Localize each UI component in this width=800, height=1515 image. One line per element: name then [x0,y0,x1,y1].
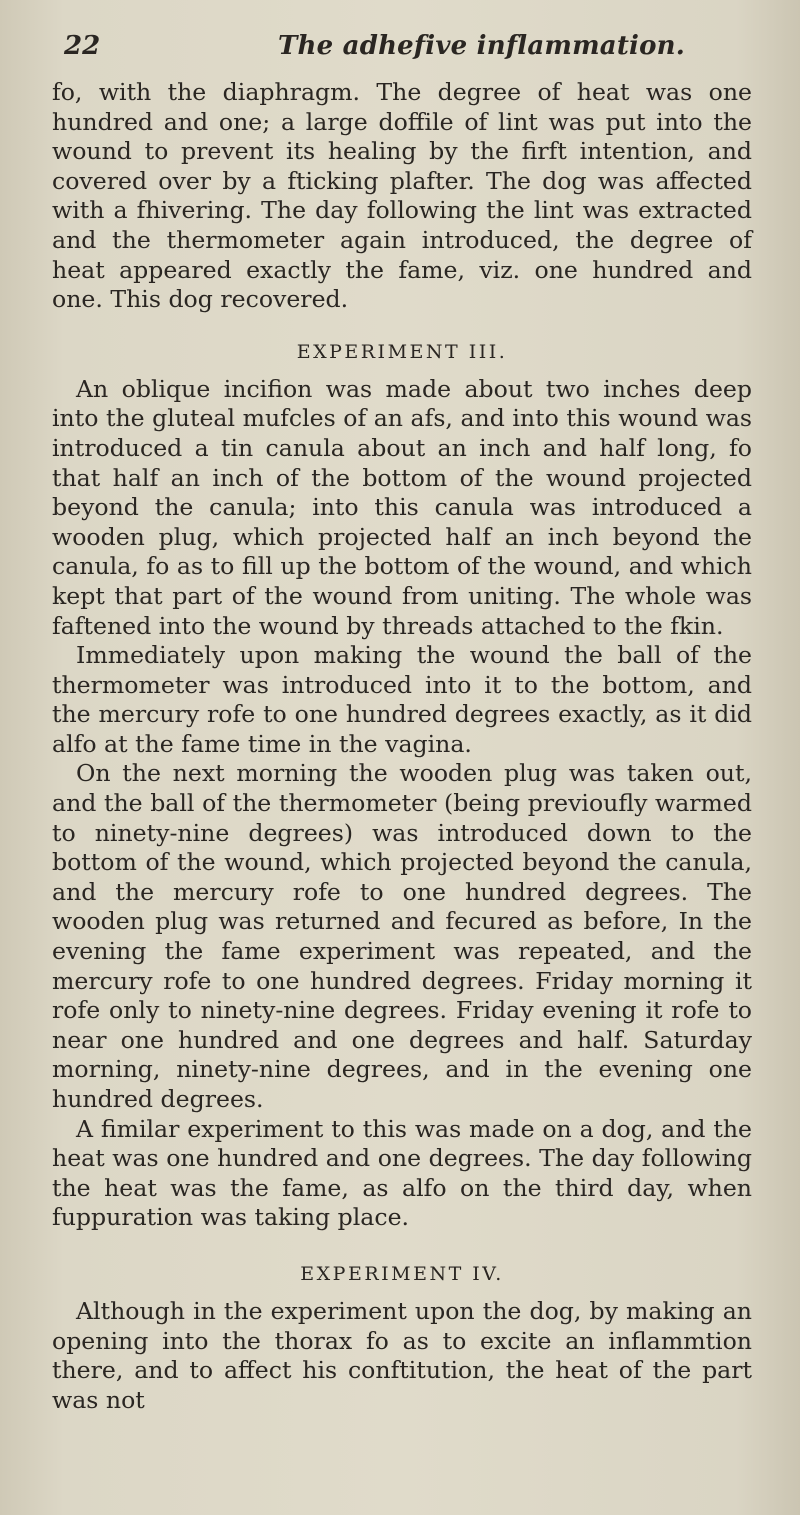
body-text [52,78,752,1415]
running-title: The adhefive inflammation. [278,31,686,61]
page-number: 22 [64,31,101,61]
running-head [52,26,752,66]
paragraph-experiment-3-dog: A fimilar experiment to this was made on a dog, and the heat was one hundred and one degrees. The day following the heat was the fame, as alfo on the third day, when fuppuration was taking place. [52,1114,752,1232]
experiment-3-heading: EXPERIMENT III. [296,340,508,363]
paragraph-experiment-3-incision: An oblique incifion was made about two inches deep into the gluteal mufcles of an afs, and into this wound was introduced a tin canula about an inch and half long, fo that half an inch of the bottom of the wound projected beyond the canula; into this canula was introduced a wooden plug, which projected half an inch beyond the canula, fo as to fill up the bottom of the wound, and which kept that part of the wound from uniting. The whole was faftened into the wound by threads attached to the fkin. [52,374,752,640]
experiment-4-heading: EXPERIMENT IV. [300,1262,504,1285]
paragraph-experiment-3-initial-reading: Immediately upon making the wound the ball of the thermometer was introduced into it to the bottom, and the mercury rofe to one hundred degrees exactly, as it did alfo at the fame time in the vagina. [52,641,752,758]
paragraph-continuation: fo, with the diaphragm. The degree of heat was one hundred and one; a large doffile of lint was put into the wound to prevent its healing by the firft intention, and covered over by a fticking plafter. The dog was affected with a fhivering. The day following the lint was extracted and the thermometer again introduced, the degree of heat appeared exactly the fame, viz. one hundred and one. This dog recovered. [52,78,752,314]
paragraph-experiment-4: Although in the experiment upon the dog, by making an opening into the thorax fo as to excite an inflammtion there, and to affect his conftitution, the heat of the part was not [52,1296,752,1414]
paragraph-experiment-3-following-days: On the next morning the wooden plug was taken out, and the ball of the thermometer (being previoufly warmed to ninety-nine degrees) was introduced down to the bottom of the wound, which projected beyond the canula, and the mercury rofe to one hundred degrees. The wooden plug was returned and fecured as before, In the evening the fame experiment was repeated, and the mercury rofe to one hundred degrees. Friday morning it rofe only to ninety-nine degrees. Friday evening it rofe to near one hundred and one degrees and half. Saturday morning, ninety-nine degrees, and in the evening one hundred degrees. [52,759,752,1113]
